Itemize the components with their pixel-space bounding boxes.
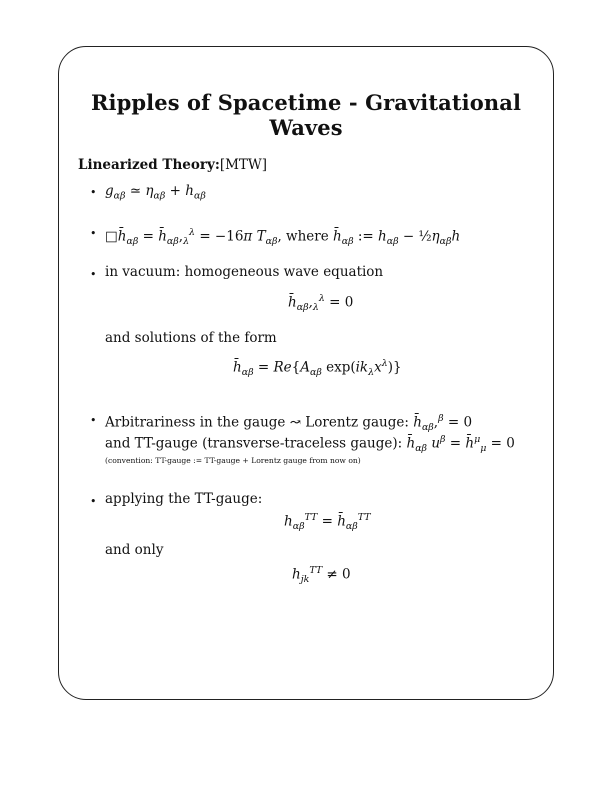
bullet-5-text: applying the TT-gauge: bbox=[105, 491, 263, 507]
section-heading bbox=[78, 157, 267, 173]
vacuum-wave-equation: $h̄_{\alpha\beta},_\lambda^\lambda = 0$ bbox=[288, 293, 354, 314]
tt-gauge-equation: $h_{\alpha\beta}^{TT}$ = $h̄_{\alpha\beta}^{TT}$ bbox=[284, 512, 371, 533]
bullet-3-followup: and solutions of the form bbox=[105, 330, 277, 346]
section-heading-label: Linearized Theory: bbox=[78, 157, 220, 173]
bullet-4-line-1: Arbitrariness in the gauge ↝ Lorentz gauge: $h̄_{\alpha\beta},^\beta = 0$ bbox=[105, 413, 473, 434]
bullet-2-equation: $□h̄_{\alpha\beta}$ = $h̄_{\alpha\beta},_\lambda^\lambda = -16\pi$ $T_{\alpha\beta}$, where $h̄_{\alpha\beta}$ := $h_{\alpha\beta}$ − $\frac{1}{2}\eta_{\alpha\beta}h$ bbox=[105, 227, 461, 248]
bullet-5-followup: and only bbox=[105, 542, 164, 558]
lorentz-gauge-text: Arbitrariness in the gauge ↝ Lorentz gauge: bbox=[105, 414, 414, 431]
page-title: Ripples of Spacetime - Gravitational Waves bbox=[90, 90, 522, 140]
bullet-5-marker: • bbox=[90, 495, 97, 508]
spatial-components-equation: $h_{jk}^{TT} \ne 0$ bbox=[292, 565, 351, 586]
bullet-4-marker: • bbox=[90, 414, 97, 427]
bullet-4-line-2: and TT-gauge (transverse-traceless gauge): $h̄_{\alpha\beta}$ $u^\beta$ = h̄$^\mu_\mu$ = 0 bbox=[105, 434, 515, 455]
plane-wave-solution: $h̄_{\alpha\beta} = Re\{A_{\alpha\beta}$ $\exp(ik_\lambda x^\lambda)$} bbox=[233, 358, 402, 379]
section-reference: [MTW] bbox=[219, 157, 268, 173]
bullet-2-marker: • bbox=[90, 227, 97, 240]
convention-note: (convention: TT-gauge := TT-gauge + Lorentz gauge from now on) bbox=[105, 456, 361, 465]
bullet-1-equation: $g_{\alpha\beta}$ ≃ $\eta_{\alpha\beta} + h_{\alpha\beta}$ bbox=[105, 183, 206, 202]
bullet-3-marker: • bbox=[90, 268, 97, 281]
tt-gauge-text: and TT-gauge (transverse-traceless gauge): bbox=[105, 435, 407, 452]
where-label: , where bbox=[277, 228, 333, 245]
bullet-1-marker: • bbox=[90, 186, 97, 199]
bullet-3-text: in vacuum: homogeneous wave equation bbox=[105, 264, 384, 280]
